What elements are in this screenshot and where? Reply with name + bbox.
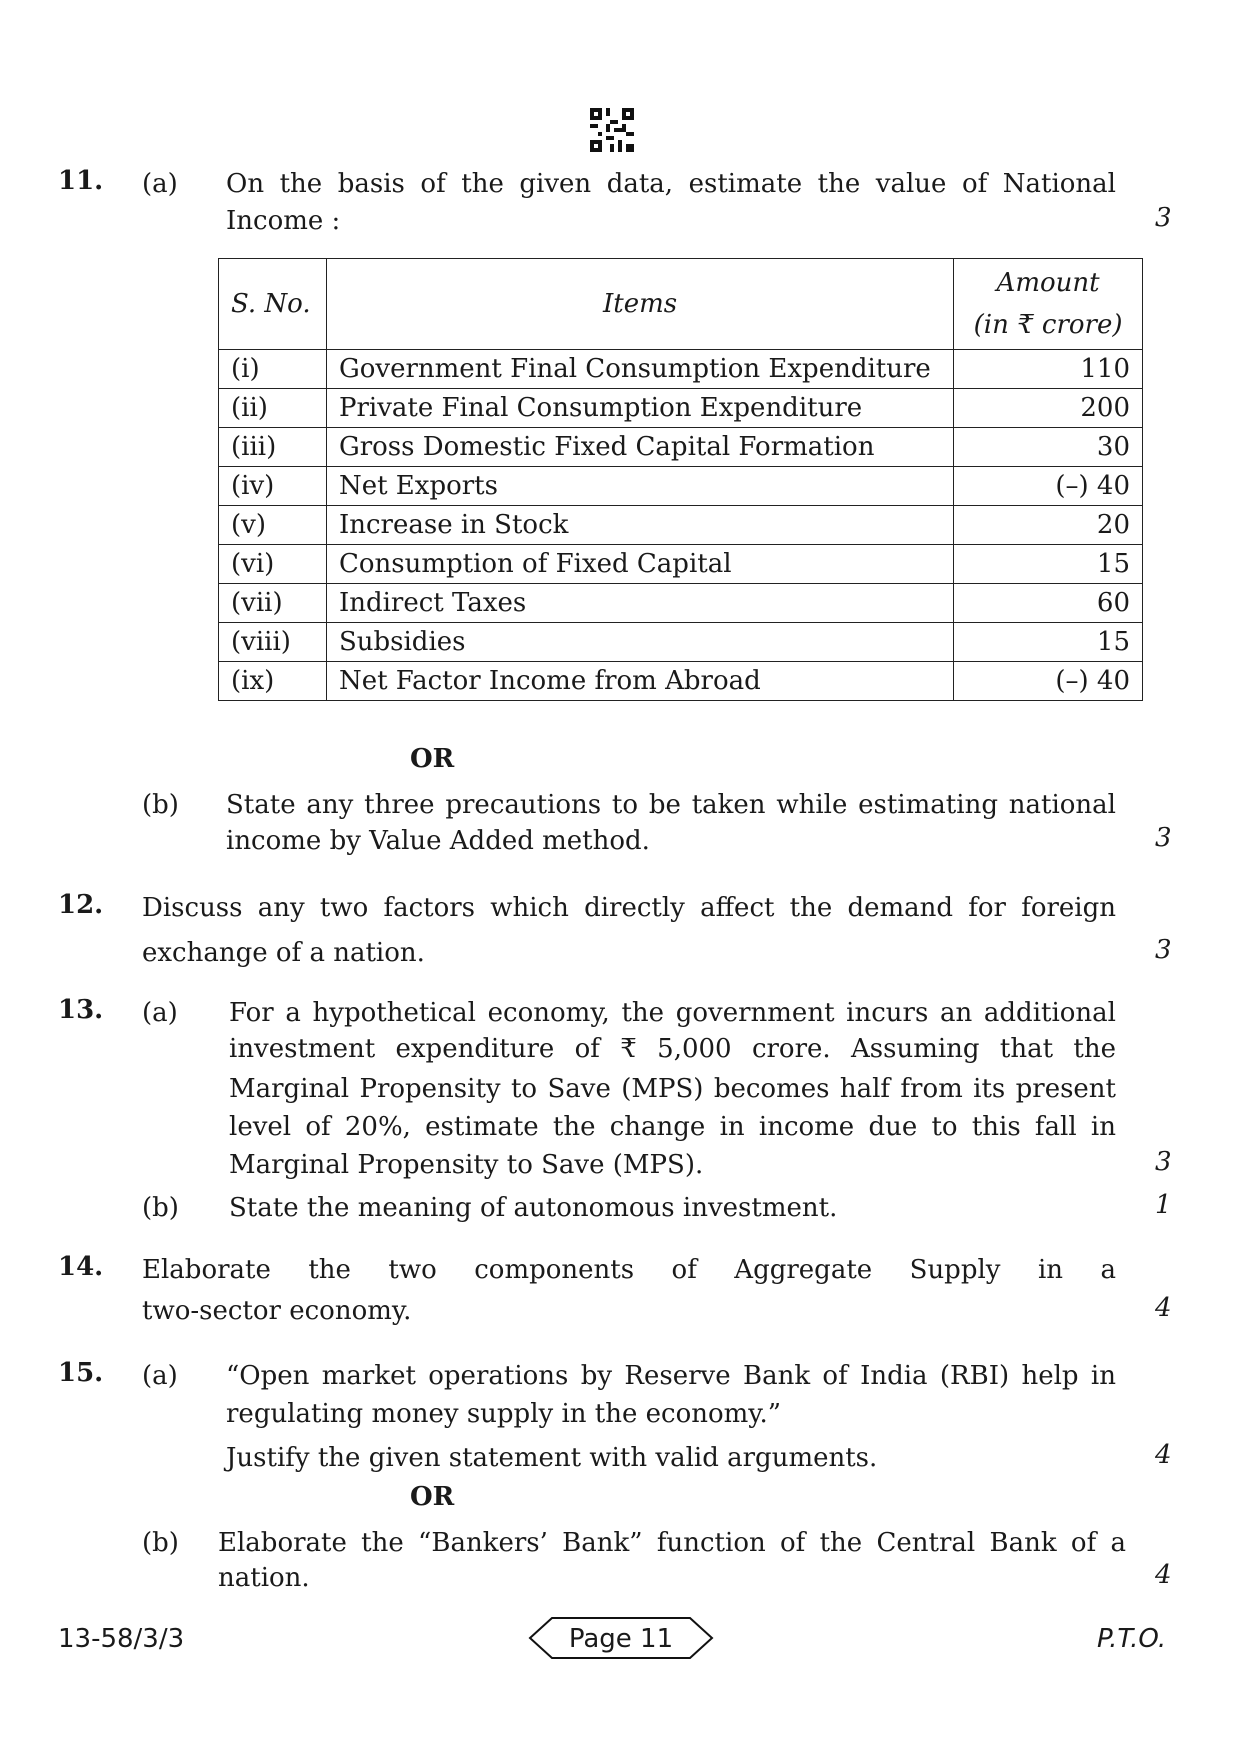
question-number: 15. — [58, 1358, 104, 1388]
row-sno: (ix) — [219, 662, 327, 701]
question-text: For a hypothetical economy, the government incurs an additional — [229, 998, 1116, 1028]
row-sno: (iv) — [219, 467, 327, 506]
row-sno: (vi) — [219, 545, 327, 584]
question-text: regulating money supply in the economy.” — [226, 1399, 782, 1429]
question-text: Income : — [226, 206, 341, 236]
page-number: Page 11 — [568, 1624, 674, 1654]
question-text: Marginal Propensity to Save (MPS). — [229, 1150, 704, 1180]
marks: 4 — [1155, 1293, 1172, 1323]
row-item: Gross Domestic Fixed Capital Formation — [326, 428, 953, 467]
qr-code-icon — [590, 108, 634, 152]
question-text: Elaborate the two components of Aggregate Supply in a — [142, 1255, 1116, 1285]
question-text: Justify the given statement with valid arguments. — [226, 1443, 878, 1473]
question-text: State any three precautions to be taken while estimating national — [226, 790, 1116, 820]
marks: 3 — [1155, 203, 1172, 233]
question-text: Elaborate the “Bankers’ Bank” function of the Central Bank of a — [218, 1528, 1126, 1558]
question-text: two-sector economy. — [142, 1296, 412, 1326]
table-row — [219, 506, 1143, 545]
row-amount: (–) 40 — [954, 662, 1143, 701]
question-text: State the meaning of autonomous investment. — [229, 1193, 838, 1223]
row-sno: (vii) — [219, 584, 327, 623]
part-label: (b) — [142, 1193, 179, 1223]
part-label: (a) — [142, 998, 178, 1028]
row-sno: (i) — [219, 350, 327, 389]
row-amount: 15 — [954, 623, 1143, 662]
table-row — [219, 389, 1143, 428]
row-item: Increase in Stock — [326, 506, 953, 545]
table-row — [219, 428, 1143, 467]
row-sno: (v) — [219, 506, 327, 545]
row-sno: (viii) — [219, 623, 327, 662]
question-text: nation. — [218, 1563, 310, 1593]
question-text: investment expenditure of ₹ 5,000 crore. Assuming that the — [229, 1034, 1116, 1064]
table-row — [219, 545, 1143, 584]
table-row — [219, 467, 1143, 506]
question-text: exchange of a nation. — [142, 938, 425, 968]
pto-label: P.T.O. — [1097, 1624, 1167, 1654]
row-sno: (iii) — [219, 428, 327, 467]
row-amount: 15 — [954, 545, 1143, 584]
amount-unit: (in ₹ crore) — [973, 310, 1123, 340]
part-label: (b) — [142, 1528, 179, 1558]
row-item: Net Exports — [326, 467, 953, 506]
table-row — [219, 623, 1143, 662]
marks: 3 — [1155, 823, 1172, 853]
paper-code: 13-58/3/3 — [58, 1624, 185, 1654]
question-number: 11. — [58, 166, 104, 196]
row-sno: (ii) — [219, 389, 327, 428]
marks: 4 — [1155, 1560, 1172, 1590]
row-amount: (–) 40 — [954, 467, 1143, 506]
question-text: Marginal Propensity to Save (MPS) becomes half from its present — [229, 1074, 1116, 1104]
question-text: income by Value Added method. — [226, 826, 650, 856]
part-label: (b) — [142, 790, 179, 820]
row-item: Private Final Consumption Expenditure — [326, 389, 953, 428]
question-number: 12. — [58, 890, 104, 920]
row-amount: 110 — [954, 350, 1143, 389]
table-header-row — [219, 259, 1143, 350]
marks: 3 — [1155, 1147, 1172, 1177]
question-text: level of 20%, estimate the change in income due to this fall in — [229, 1112, 1116, 1142]
marks: 1 — [1155, 1190, 1172, 1220]
row-item: Net Factor Income from Abroad — [326, 662, 953, 701]
part-label: (a) — [142, 169, 178, 199]
row-item: Consumption of Fixed Capital — [326, 545, 953, 584]
marks: 3 — [1155, 935, 1172, 965]
question-number: 13. — [58, 995, 104, 1025]
column-header: S. No. — [219, 259, 327, 350]
table-row — [219, 584, 1143, 623]
row-item: Indirect Taxes — [326, 584, 953, 623]
national-income-table — [218, 258, 1143, 701]
amount-header: Amount — [996, 268, 1100, 298]
question-number: 14. — [58, 1252, 104, 1282]
row-amount: 200 — [954, 389, 1143, 428]
table-row — [219, 350, 1143, 389]
or-separator: OR — [410, 744, 455, 774]
row-amount: 60 — [954, 584, 1143, 623]
row-item: Subsidies — [326, 623, 953, 662]
question-text: On the basis of the given data, estimate the value of National — [226, 169, 1116, 199]
column-header: Items — [326, 259, 953, 350]
row-amount: 20 — [954, 506, 1143, 545]
question-text: “Open market operations by Reserve Bank of India (RBI) help in — [226, 1361, 1116, 1391]
part-label: (a) — [142, 1361, 178, 1391]
or-separator: OR — [410, 1482, 455, 1512]
column-header — [954, 259, 1143, 350]
table-row — [219, 662, 1143, 701]
marks: 4 — [1155, 1440, 1172, 1470]
question-text: Discuss any two factors which directly affect the demand for foreign — [142, 893, 1116, 923]
row-amount: 30 — [954, 428, 1143, 467]
row-item: Government Final Consumption Expenditure — [326, 350, 953, 389]
